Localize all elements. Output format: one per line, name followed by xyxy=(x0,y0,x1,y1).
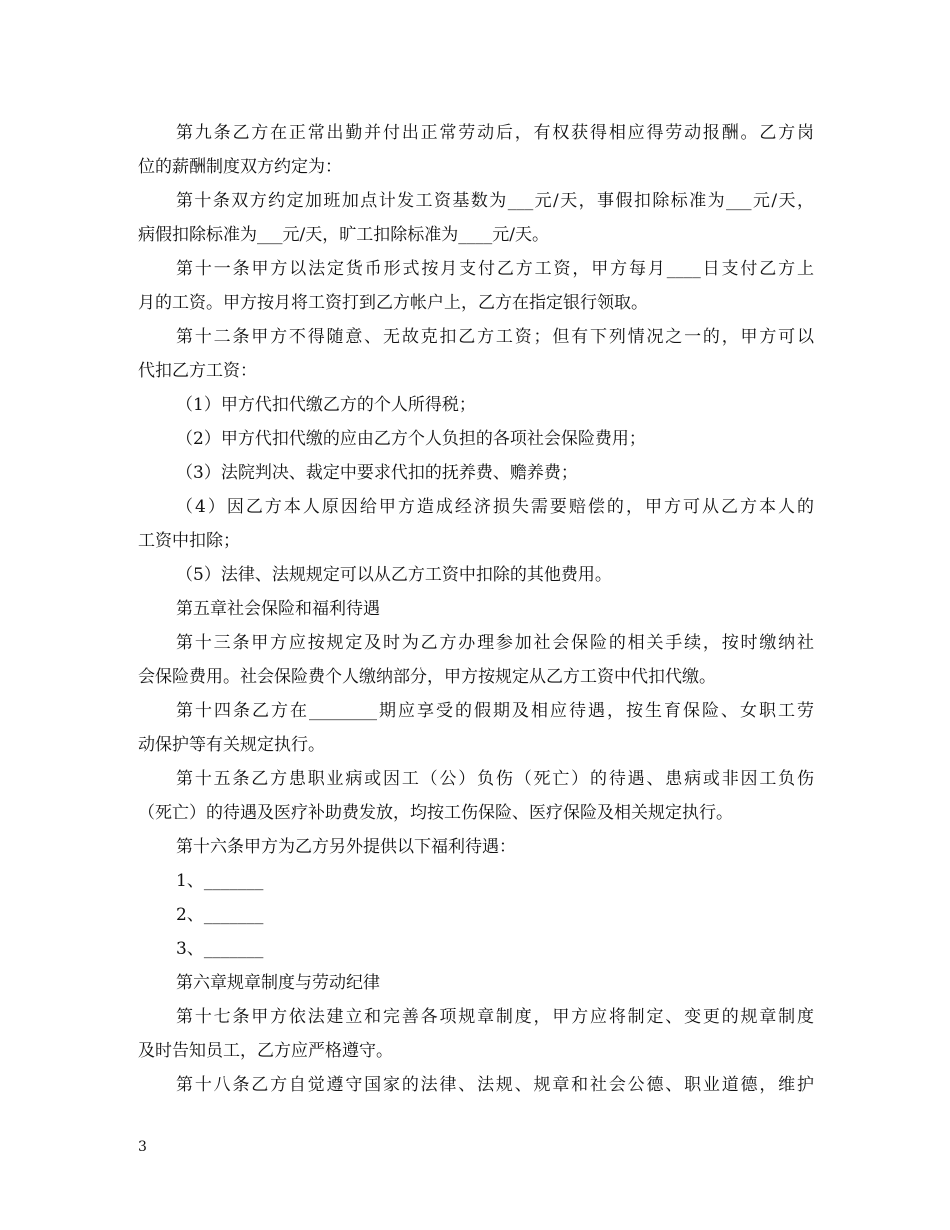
article-17-line-2: 及时告知员工，乙方应严格遵守。 xyxy=(138,1041,393,1061)
chapter-6-heading: 第六章规章制度与劳动纪律 xyxy=(176,973,380,993)
article-18-line-1: 第十八条乙方自觉遵守国家的法律、法规、规章和社会公德、职业道德，维护 xyxy=(176,1075,814,1095)
article-10-line-2: 病假扣除标准为___元/天，旷工扣除标准为____元/天。 xyxy=(138,225,549,245)
benefit-item-3: 3、_______ xyxy=(176,939,264,959)
article-15-line-2: （死亡）的待遇及医疗补助费发放，均按工伤保险、医疗保险及相关规定执行。 xyxy=(138,803,733,823)
article-16: 第十六条甲方为乙方另外提供以下福利待遇： xyxy=(176,837,516,857)
article-13-line-1: 第十三条甲方应按规定及时为乙方办理参加社会保险的相关手续，按时缴纳社 xyxy=(176,633,814,653)
deduction-item-4-line-2: 工资中扣除； xyxy=(138,531,240,551)
article-10-line-1: 第十条双方约定加班加点计发工资基数为___元/天，事假扣除标准为___元/天， xyxy=(176,191,814,211)
article-11-line-1: 第十一条甲方以法定货币形式按月支付乙方工资，甲方每月____日支付乙方上 xyxy=(176,259,814,279)
benefit-item-2: 2、_______ xyxy=(176,905,264,925)
deduction-item-3: （3）法院判决、裁定中要求代扣的抚养费、赡养费； xyxy=(176,463,578,483)
article-17-line-1: 第十七条甲方依法建立和完善各项规章制度，甲方应将制定、变更的规章制度 xyxy=(176,1007,814,1027)
deduction-item-4-line-1: （4）因乙方本人原因给甲方造成经济损失需要赔偿的，甲方可从乙方本人的 xyxy=(176,497,814,517)
deduction-item-5: （5）法律、法规规定可以从乙方工资中扣除的其他费用。 xyxy=(176,565,612,585)
deduction-item-1: （1）甲方代扣代缴乙方的个人所得税； xyxy=(176,395,476,415)
article-14-line-1: 第十四条乙方在________期应享受的假期及相应待遇，按生育保险、女职工劳 xyxy=(176,701,814,721)
article-11-line-2: 月的工资。甲方按月将工资打到乙方帐户上，乙方在指定银行领取。 xyxy=(138,293,648,313)
article-13-line-2: 会保险费用。社会保险费个人缴纳部分，甲方按规定从乙方工资中代扣代缴。 xyxy=(138,667,716,687)
article-14-line-2: 动保护等有关规定执行。 xyxy=(138,735,325,755)
article-12-line-2: 代扣乙方工资： xyxy=(138,361,257,381)
chapter-5-heading: 第五章社会保险和福利待遇 xyxy=(176,599,380,619)
document-body xyxy=(138,116,814,1102)
article-9-line-2: 位的薪酬制度双方约定为： xyxy=(138,157,342,177)
deduction-item-2: （2）甲方代扣代缴的应由乙方个人负担的各项社会保险费用； xyxy=(176,429,646,449)
benefit-item-1: 1、_______ xyxy=(176,871,264,891)
article-15-line-1: 第十五条乙方患职业病或因工（公）负伤（死亡）的待遇、患病或非因工负伤 xyxy=(176,769,814,789)
article-9-line-1: 第九条乙方在正常出勤并付出正常劳动后，有权获得相应得劳动报酬。乙方岗 xyxy=(176,123,814,143)
page-number: 3 xyxy=(138,1139,147,1155)
article-12-line-1: 第十二条甲方不得随意、无故克扣乙方工资；但有下列情况之一的，甲方可以 xyxy=(176,327,814,347)
